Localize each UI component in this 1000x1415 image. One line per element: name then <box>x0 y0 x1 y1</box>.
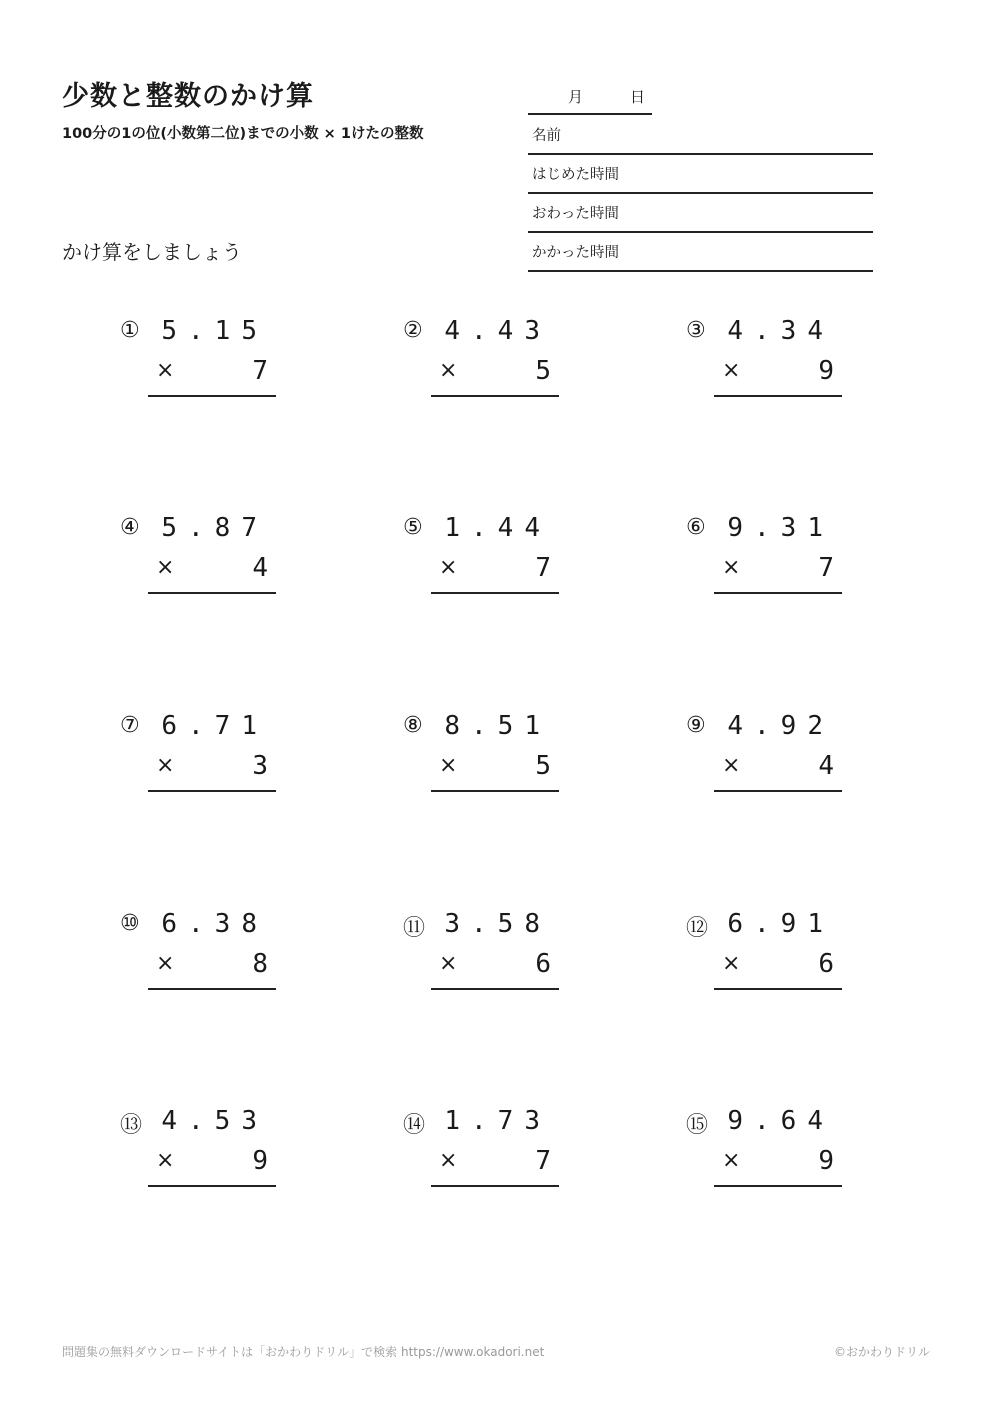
problem-6 <box>686 513 866 603</box>
multiply-sign: × <box>156 951 175 976</box>
name-label: 名前 <box>532 128 561 144</box>
answer-rule <box>714 592 842 594</box>
multiplicand: 1.73 <box>444 1106 551 1136</box>
multiply-sign: × <box>722 555 741 580</box>
multiplicand: 4.92 <box>727 711 834 741</box>
start-time-field <box>528 154 873 194</box>
multiplier: 6 <box>535 949 562 979</box>
answer-rule <box>714 790 842 792</box>
multiplicand: 4.43 <box>444 316 551 346</box>
multiplier: 8 <box>252 949 279 979</box>
start-time-label: はじめた時間 <box>532 167 619 183</box>
problem-number: ⑩ <box>120 911 140 936</box>
problem-4 <box>120 513 300 603</box>
multiplier: 4 <box>252 553 279 583</box>
problem-5 <box>403 513 583 603</box>
multiply-sign: × <box>156 555 175 580</box>
footer-copyright: ©おかわりドリル <box>833 1345 930 1359</box>
multiply-sign: × <box>439 951 458 976</box>
problem-number: ⑬ <box>120 1113 143 1138</box>
problem-15 <box>686 1106 866 1196</box>
answer-rule <box>148 790 276 792</box>
multiply-sign: × <box>722 753 741 778</box>
problem-number: ⑪ <box>403 916 426 941</box>
problem-number: ① <box>120 318 140 343</box>
problem-number: ④ <box>120 515 140 540</box>
multiplicand: 4.53 <box>161 1106 268 1136</box>
multiplier: 9 <box>818 356 845 386</box>
problem-number: ⑤ <box>403 515 423 540</box>
answer-rule <box>431 790 559 792</box>
worksheet-subtitle: 100分の1の位(小数第二位)までの小数 × 1けたの整数 <box>62 126 424 142</box>
multiplicand: 6.91 <box>727 909 834 939</box>
answer-rule <box>148 592 276 594</box>
answer-rule <box>714 395 842 397</box>
elapsed-time-field <box>528 232 873 272</box>
multiplicand: 1.44 <box>444 513 551 543</box>
footer-site-note: 問題集の無料ダウンロードサイトは「おかわりドリル」で検索 https://www.okadori.net <box>62 1345 545 1359</box>
multiplicand: 9.31 <box>727 513 834 543</box>
end-time-label: おわった時間 <box>532 206 619 222</box>
answer-rule <box>148 395 276 397</box>
problem-number: ⑦ <box>120 713 140 738</box>
worksheet-title: 少数と整数のかけ算 <box>62 81 314 112</box>
answer-rule <box>148 988 276 990</box>
problem-11 <box>403 909 583 999</box>
problem-number: ⑥ <box>686 515 706 540</box>
problem-9 <box>686 711 866 801</box>
multiplier: 7 <box>535 553 562 583</box>
problem-number: ② <box>403 318 423 343</box>
date-day-label: 日 <box>630 88 646 106</box>
answer-rule <box>714 988 842 990</box>
multiplicand: 8.51 <box>444 711 551 741</box>
problem-2 <box>403 316 583 406</box>
answer-rule <box>431 592 559 594</box>
multiply-sign: × <box>439 358 458 383</box>
problem-1 <box>120 316 300 406</box>
multiplicand: 6.71 <box>161 711 268 741</box>
name-field <box>528 115 873 155</box>
multiply-sign: × <box>439 555 458 580</box>
multiplier: 4 <box>818 751 845 781</box>
multiplicand: 4.34 <box>727 316 834 346</box>
multiplier: 7 <box>252 356 279 386</box>
multiply-sign: × <box>156 1148 175 1173</box>
answer-rule <box>431 1185 559 1187</box>
problem-14 <box>403 1106 583 1196</box>
multiply-sign: × <box>722 951 741 976</box>
problem-12 <box>686 909 866 999</box>
multiply-sign: × <box>439 753 458 778</box>
elapsed-time-label: かかった時間 <box>532 245 619 261</box>
multiplier: 5 <box>535 751 562 781</box>
multiplier: 5 <box>535 356 562 386</box>
problem-number: ⑧ <box>403 713 423 738</box>
multiplicand: 6.38 <box>161 909 268 939</box>
problem-number: ⑭ <box>403 1113 426 1138</box>
date-field <box>528 82 652 115</box>
problem-number: ⑨ <box>686 713 706 738</box>
multiply-sign: × <box>156 358 175 383</box>
multiplicand: 9.64 <box>727 1106 834 1136</box>
problem-10 <box>120 909 300 999</box>
answer-rule <box>714 1185 842 1187</box>
multiplicand: 5.15 <box>161 316 268 346</box>
answer-rule <box>148 1185 276 1187</box>
problem-number: ③ <box>686 318 706 343</box>
multiply-sign: × <box>439 1148 458 1173</box>
problem-3 <box>686 316 866 406</box>
multiplicand: 3.58 <box>444 909 551 939</box>
date-month-label: 月 <box>568 88 584 106</box>
end-time-field <box>528 193 873 233</box>
answer-rule <box>431 988 559 990</box>
problem-13 <box>120 1106 300 1196</box>
multiplier: 3 <box>252 751 279 781</box>
multiplier: 7 <box>535 1146 562 1176</box>
problem-number: ⑫ <box>686 916 709 941</box>
multiplier: 9 <box>818 1146 845 1176</box>
multiply-sign: × <box>722 358 741 383</box>
multiply-sign: × <box>156 753 175 778</box>
answer-rule <box>431 395 559 397</box>
problem-7 <box>120 711 300 801</box>
problem-8 <box>403 711 583 801</box>
multiplier: 7 <box>818 553 845 583</box>
multiplier: 9 <box>252 1146 279 1176</box>
multiplier: 6 <box>818 949 845 979</box>
multiply-sign: × <box>722 1148 741 1173</box>
problem-number: ⑮ <box>686 1113 709 1138</box>
multiplicand: 5.87 <box>161 513 268 543</box>
instruction-text: かけ算をしましょう <box>62 240 242 264</box>
